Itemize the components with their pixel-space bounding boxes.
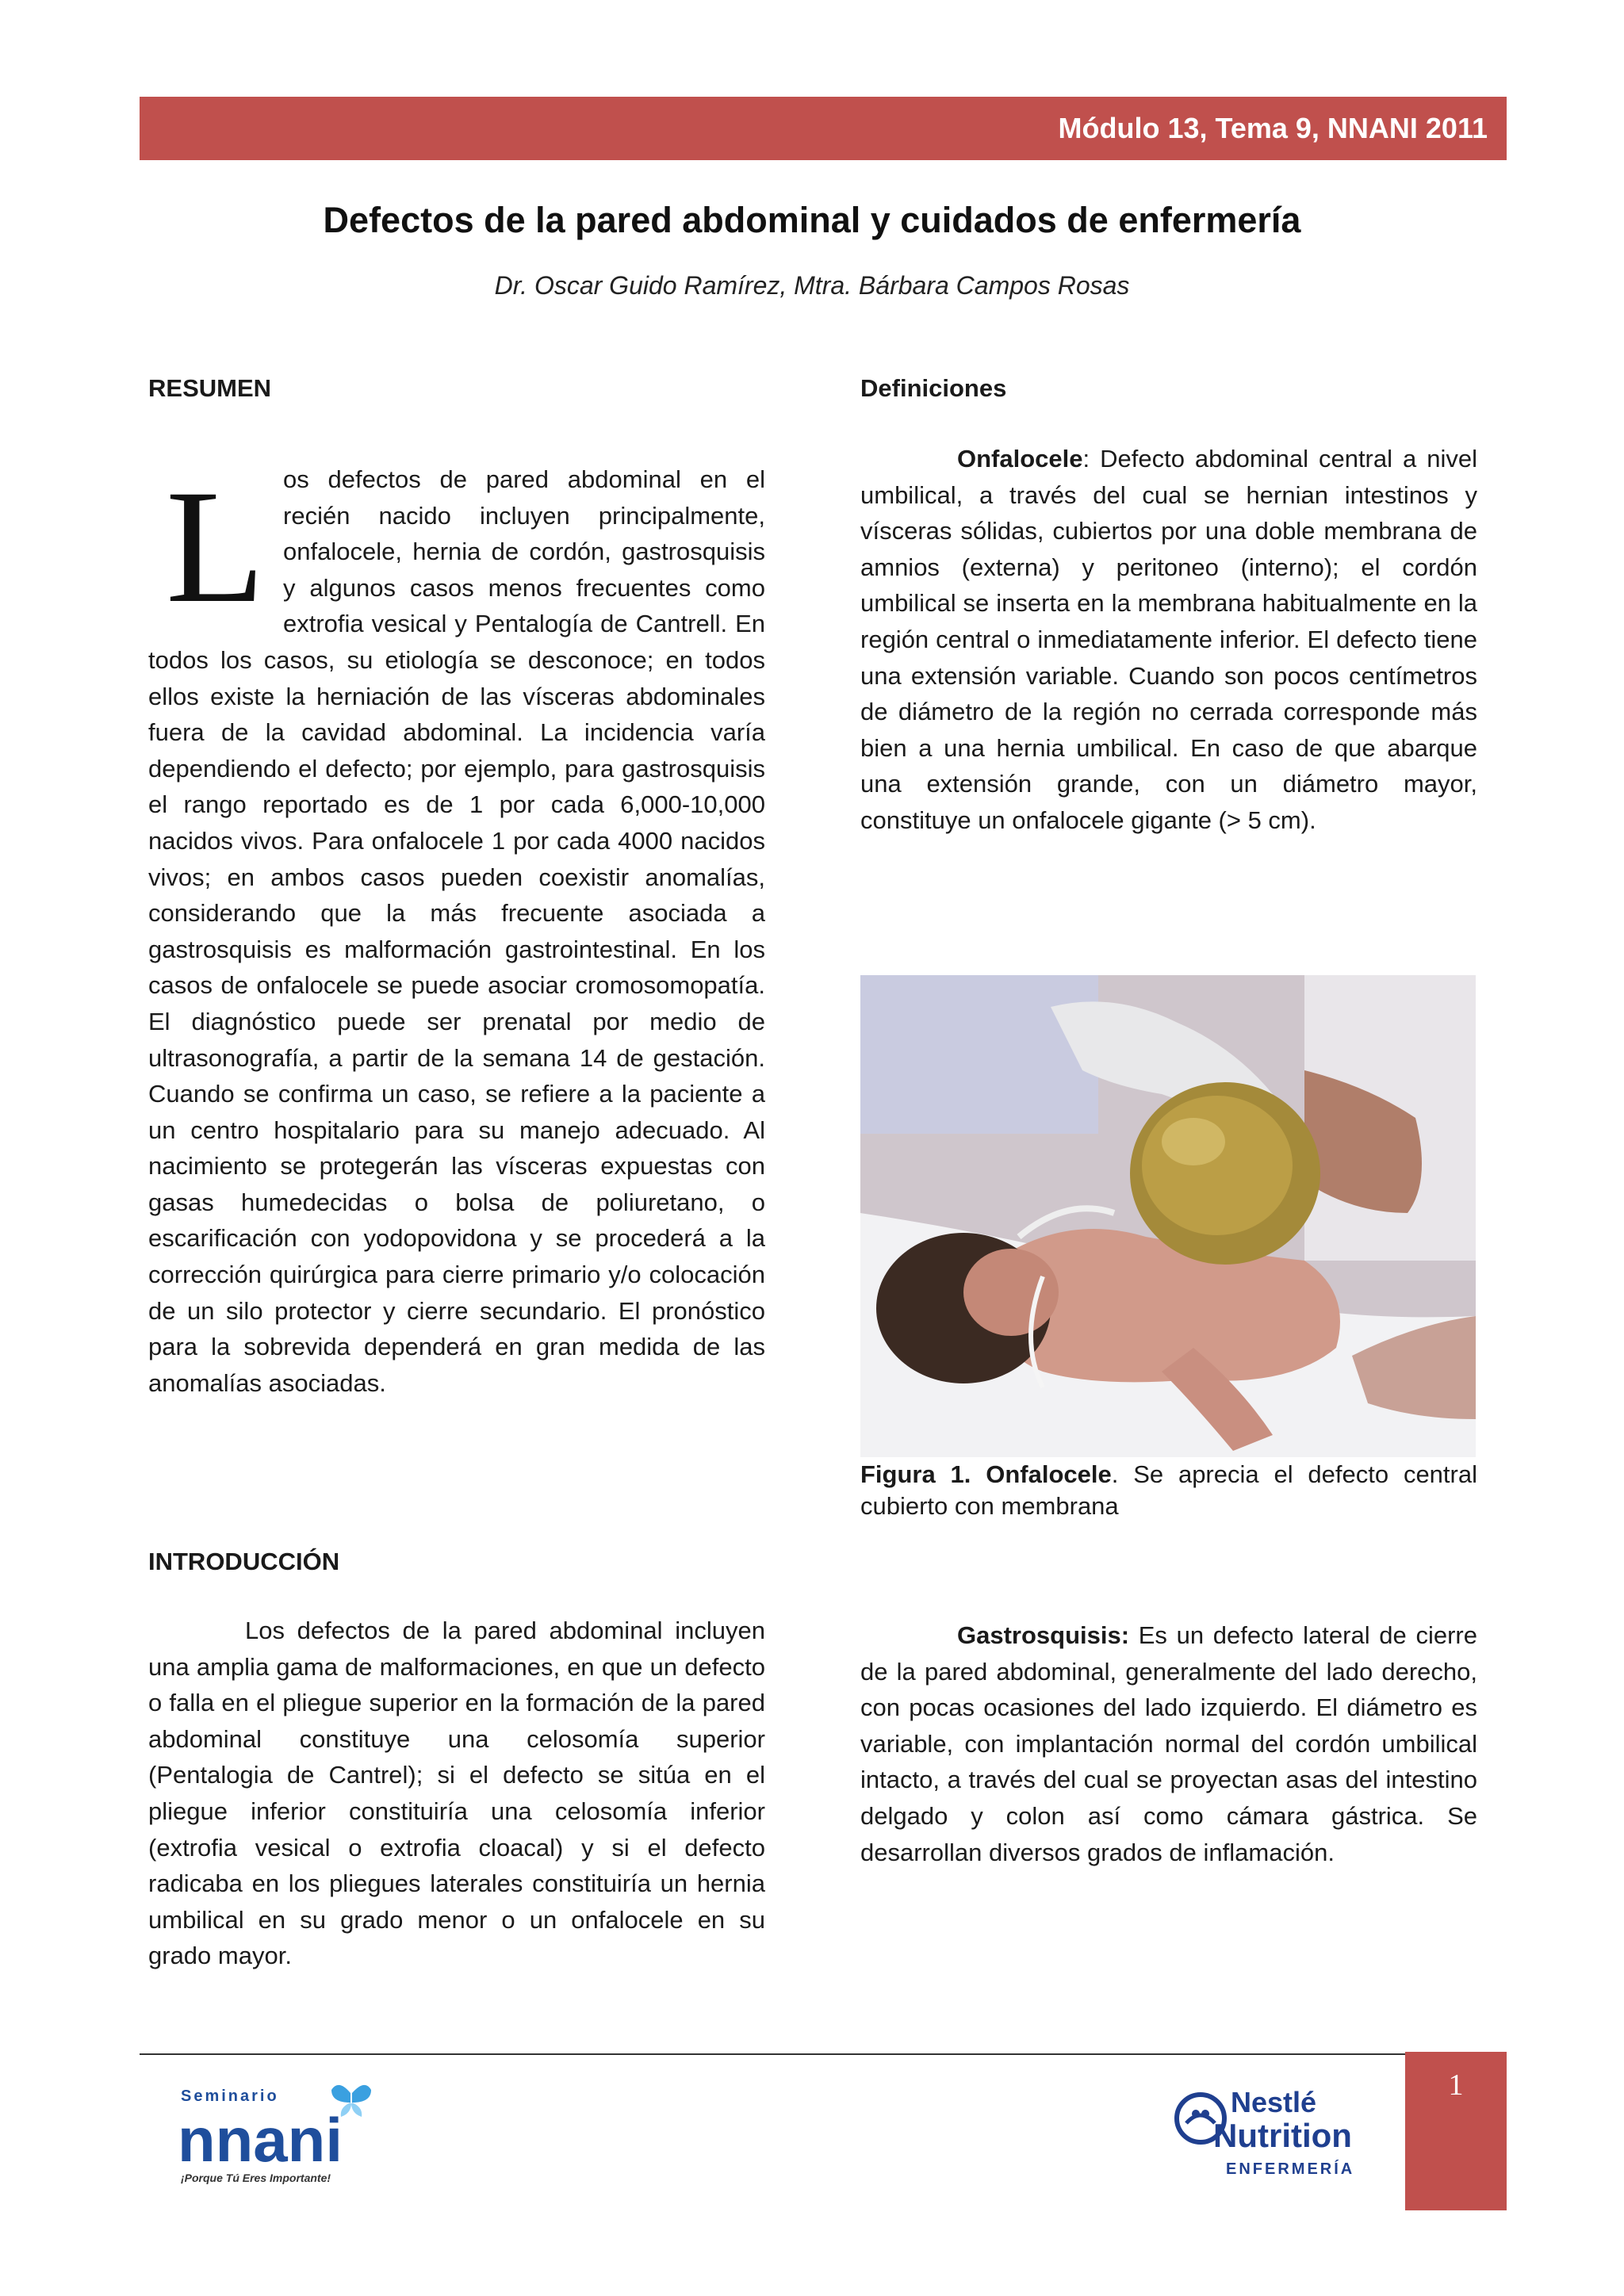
figure-caption-label: Figura 1. Onfalocele <box>860 1460 1112 1488</box>
module-header-bar <box>140 97 1507 160</box>
nnani-seminar-logo <box>176 2079 390 2190</box>
nestle-nutrition-text: Nutrition <box>1213 2117 1352 2154</box>
paper-authors: Dr. Oscar Guido Ramírez, Mtra. Bárbara Campos Rosas <box>494 271 1130 300</box>
dropcap-letter: L <box>166 457 266 637</box>
nnani-name-text: nnani <box>178 2105 343 2175</box>
gastrosquisis-paragraph <box>860 1617 1477 1870</box>
figure-onfalocele-photo <box>860 975 1476 1457</box>
gastrosquisis-text: Es un defecto lateral de cierre de la pared abdominal, generalmente del lado derecho, con pocas ocasiones del lado izquierdo. El diámetro es variable, con implantación normal del cordón umbilical intacto, a través del cual se proyectan asas del intestino delgado y colon así como cámara gástrica. Se desarrollan diversos grados de inflamación. <box>860 1621 1477 1866</box>
page-number: 1 <box>1448 2068 1464 2102</box>
gastrosquisis-term: Gastrosquisis: <box>957 1621 1130 1649</box>
footer-rule <box>140 2053 1406 2055</box>
section-heading-resumen: RESUMEN <box>148 374 272 402</box>
figure-caption <box>860 1459 1477 1522</box>
onfalocele-paragraph <box>860 441 1477 839</box>
nestle-nutrition-logo <box>1172 2076 1378 2187</box>
nnani-top-text: Seminario <box>181 2087 279 2105</box>
nestle-name-text: Nestlé <box>1231 2086 1317 2118</box>
onfalocele-term: Onfalocele <box>957 445 1083 473</box>
paper-title: Defectos de la pared abdominal y cuidados de enfermería <box>323 200 1301 240</box>
introduccion-paragraph: Los defectos de la pared abdominal incluyen una amplia gama de malformaciones, en que un defecto o falla en el pliegue superior en la formación de la pared abdominal constituye una celosomía superior (Pentalogia de Cantrel); si el defecto se sitúa en el pliegue inferior constituiría una celosomía inferior (extrofia vesical o extrofia cloacal) y si el defecto radicaba en los pliegues laterales constituiría un hernia umbilical en su grado menor o un onfalocele en su grado mayor. <box>148 1617 765 1970</box>
resumen-paragraph <box>148 457 765 1401</box>
figure-caption-text: . Se aprecia el defecto central cubierto con membrana <box>860 1460 1477 1520</box>
nestle-division-text: ENFERMERÍA <box>1226 2160 1355 2178</box>
module-label: Módulo 13, Tema 9, NNANI 2011 <box>1058 112 1488 144</box>
resumen-text: os defectos de pared abdominal en el recién nacido incluyen principalmente, onfalocele, hernia de cordón, gastrosquisis y algunos casos menos frecuentes como extrofia vesical y Pentalogía de Cantrell. En todos los casos, su etiología se desconoce; en todos ellos existe la herniación de las vísceras abdominales fuera de la cavidad abdominal. La incidencia varía dependiendo el defecto; por ejemplo, para gastrosquisis el rango reportado es de 1 por cada 6,000-10,000 nacidos vivos. Para onfalocele 1 por cada 4000 nacidos vivos; en ambos casos pueden coexistir anomalías, considerando que la más frecuente asociada a gastrosquisis es malformación gastrointestinal. En los casos de onfalocele se puede asociar cromosomopatía. El diagnóstico puede ser prenatal por medio de ultrasonografía, a partir de la semana 14 de gestación. Cuando se confirma un caso, se refiere a la paciente a un centro hospitalario para su manejo adecuado. Al nacimiento se protegerán las vísceras expuestas con gasas humedecidas o bolsa de poliuretano, o escarificación con yodopovidona y se procederá a la corrección quirúrgica para cierre primario y/o colocación de un silo protector y cierre secundario. El pronóstico para la sobrevida dependerá en gran medida de las anomalías asociadas. <box>148 465 765 1397</box>
onfalocele-text: : Defecto abdominal central a nivel umbilical, a través del cual se hernian intestinos y vísceras sólidas, cubiertos por una doble membrana de amnios (externa) y peritoneo (interno); el cordón umbilical se inserta en la membrana habitualmente en la región central o inmediatamente inferior. El defecto tiene una extensión variable. Cuando son pocos centímetros de diámetro de la región no cerrada corresponde más bien a una hernia umbilical. En caso de que abarque una extensión grande, con un diámetro mayor, constituye un onfalocele gigante (> 5 cm). <box>860 445 1477 834</box>
nnani-tagline-text: ¡Porque Tú Eres Importante! <box>181 2172 331 2184</box>
section-heading-introduccion: INTRODUCCIÓN <box>148 1548 340 1575</box>
page-number-box <box>1405 2052 1507 2210</box>
section-heading-definiciones: Definiciones <box>860 374 1007 402</box>
